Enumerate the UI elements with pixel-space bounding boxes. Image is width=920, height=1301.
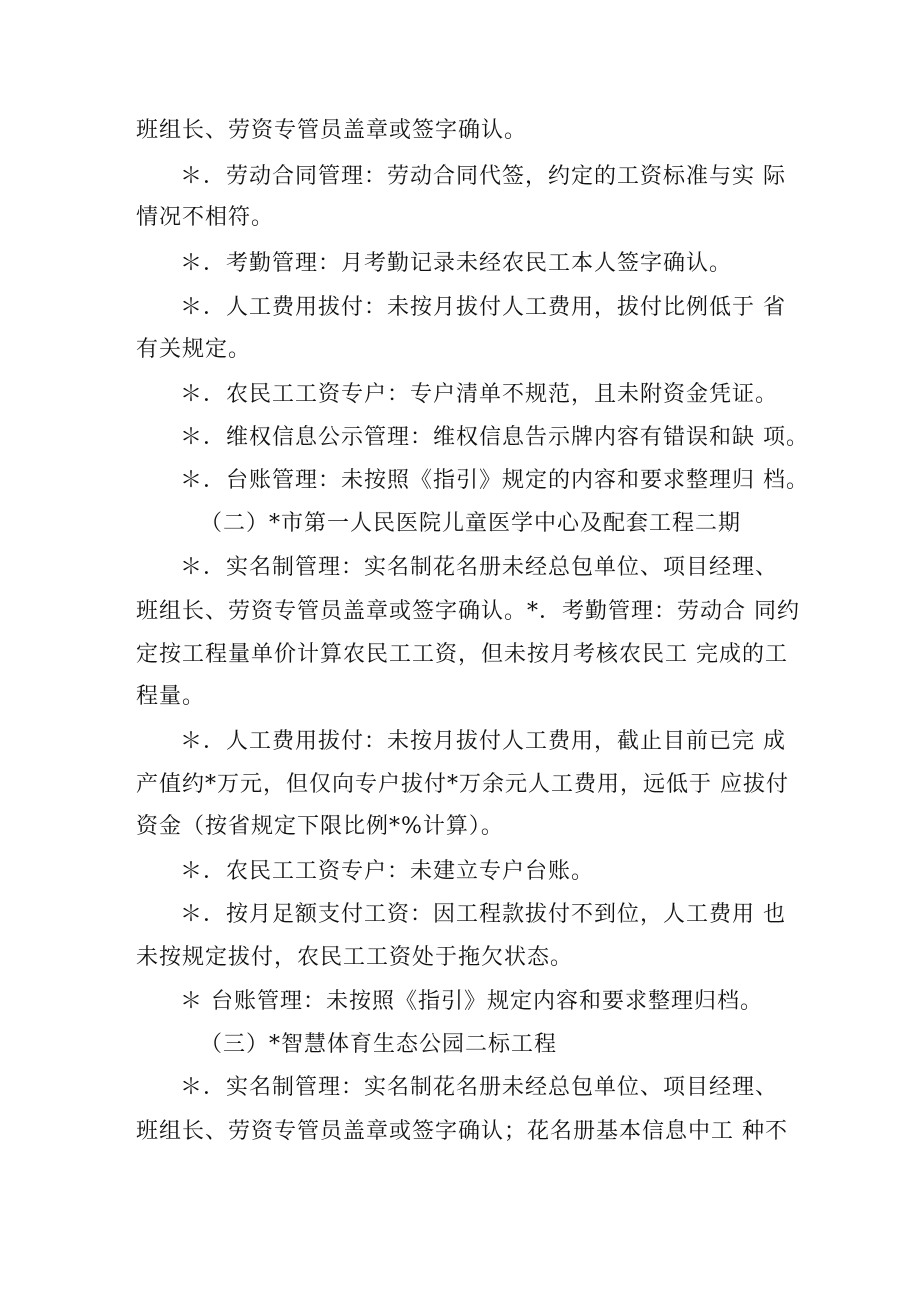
section-heading: （三）*智慧体育生态公园二标工程 — [200, 1032, 558, 1057]
text-line: 班组长、劳资专管员盖章或签字确认；花名册基本信息中工 种不 — [136, 1119, 788, 1144]
text-line: ＊．人工费用拔付：未按月拔付人工费用，截止目前已完 成 — [180, 729, 786, 754]
text-line: 定按工程量单价计算农民工工资，但未按月考核农民工 完成的工 — [136, 642, 788, 667]
section-heading: （二）*市第一人民医院儿童医学中心及配套工程二期 — [200, 511, 742, 536]
text-line: ＊．维权信息公示管理：维权信息告示牌内容有错误和缺 项。 — [180, 425, 809, 450]
text-line: 有关规定。 — [136, 337, 252, 362]
text-line: 未按规定拔付，农民工工资处于拖欠状态。 — [136, 945, 574, 970]
text-line: ＊．农民工工资专户：未建立专户台账。 — [180, 859, 595, 884]
text-line: ＊．劳动合同管理：劳动合同代签，约定的工资标准与实 际 — [180, 164, 786, 189]
text-line: ＊．人工费用拔付：未按月拔付人工费用，拔付比例低于 省 — [180, 295, 786, 320]
text-line: 班组长、劳资专管员盖章或签字确认。 — [136, 118, 528, 143]
text-line: ＊ 台账管理：未按照《指引》规定内容和要求整理归档。 — [180, 989, 763, 1014]
text-line: 情况不相符。 — [136, 205, 275, 230]
text-line: 产值约*万元，但仅向专户拔付*万余元人工费用，远低于 应拔付 — [136, 772, 789, 797]
text-line: ＊．考勤管理：月考勤记录未经农民工本人签字确认。 — [180, 251, 733, 276]
text-line: 班组长、劳资专管员盖章或签字确认。*．考勤管理：劳动合 同约 — [136, 599, 800, 624]
text-line: ＊．按月足额支付工资：因工程款拔付不到位，人工费用 也 — [180, 902, 786, 927]
text-line: ＊．实名制管理：实名制花名册未经总包单位、项目经理、 — [180, 1075, 779, 1100]
text-line: ＊．台账管理：未按照《指引》规定的内容和要求整理归 档。 — [180, 468, 809, 493]
text-line: 程量。 — [136, 684, 206, 709]
text-line: 资金（按省规定下限比例*%计算）。 — [136, 814, 504, 839]
text-line: ＊．农民工工资专户：专户清单不规范，且未附资金凭证。 — [180, 382, 779, 407]
text-line: ＊．实名制管理：实名制花名册未经总包单位、项目经理、 — [180, 555, 779, 580]
